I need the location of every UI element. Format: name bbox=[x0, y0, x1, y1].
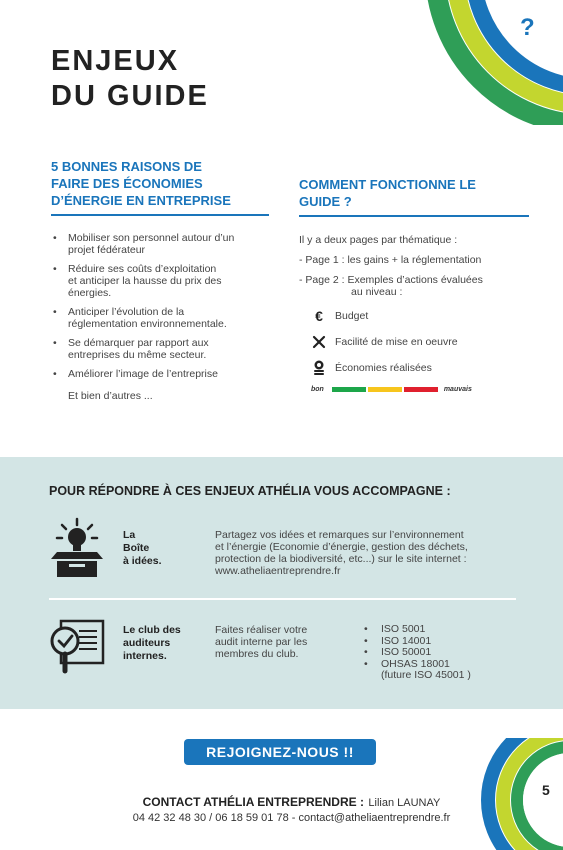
scale-bar-green bbox=[332, 387, 366, 392]
list-item: • Améliorer l’image de l’entreprise bbox=[51, 368, 269, 380]
support-band bbox=[0, 457, 563, 709]
join-button[interactable]: REJOIGNEZ-NOUS !! bbox=[184, 739, 376, 765]
question-mark-icon: ? bbox=[520, 14, 535, 41]
contact-title: CONTACT ATHÉLIA ENTREPRENDRE : bbox=[142, 795, 364, 809]
list-item: • Anticiper l’évolution de la réglementation environnementale. bbox=[51, 306, 269, 330]
how-page1: - Page 1 : les gains + la réglementation bbox=[299, 254, 482, 266]
reasons-etc: Et bien d’autres ... bbox=[68, 390, 153, 402]
list-item: • Réduire ses coûts d’exploitation et anticiper la hausse du prix des énergies. bbox=[51, 263, 269, 299]
club-description: Faites réaliser votre audit interne par les membres du club. bbox=[215, 624, 308, 660]
list-item: • OHSAS 18001 bbox=[364, 659, 471, 671]
idea-box-icon bbox=[49, 517, 105, 579]
idea-box-label: La Boîte à idées. bbox=[123, 529, 162, 567]
tools-icon bbox=[309, 334, 329, 350]
list-item: • ISO 5001 bbox=[364, 624, 471, 636]
website-link[interactable]: www.atheliaentreprendre.fr bbox=[215, 565, 341, 577]
how-page2: - Page 2 : Exemples d’actions évaluées au niveau : bbox=[299, 274, 483, 298]
page-title: ENJEUX DU GUIDE bbox=[51, 45, 209, 112]
support-title: POUR RÉPONDRE À CES ENJEUX ATHÉLIA VOUS ACCOMPAGNE : bbox=[49, 484, 451, 498]
idea-box-description: Partagez vos idées et remarques sur l’environnement et l’énergie (Economie d’énergie, gestion des déchets, protection de la biodiversité, etc...) sur le site internet : www.atheliaentreprendre.fr bbox=[215, 529, 515, 577]
iso-list bbox=[364, 624, 471, 682]
reasons-list bbox=[51, 232, 269, 380]
list-item-note: (future ISO 45001 ) bbox=[381, 669, 471, 681]
scale-bar-yellow bbox=[368, 387, 402, 392]
list-item: • Mobiliser son personnel autour d’un projet fédérateur bbox=[51, 232, 269, 256]
savings-icon bbox=[309, 360, 329, 376]
euro-icon: € bbox=[315, 308, 323, 324]
scale-bad-label: mauvais bbox=[443, 386, 472, 393]
list-item: • Se démarquer par rapport aux entreprises du même secteur. bbox=[51, 337, 269, 361]
legend-budget: € Budget bbox=[299, 308, 529, 324]
rating-scale bbox=[311, 386, 529, 393]
how-section bbox=[299, 176, 529, 393]
reasons-title: 5 BONNES RAISONS DE FAIRE DES ÉCONOMIES D’ÉNERGIE EN ENTREPRISE bbox=[51, 158, 269, 216]
club-label: Le club des auditeurs internes. bbox=[123, 624, 181, 662]
scale-bar-red bbox=[404, 387, 438, 392]
list-item: • ISO 50001 bbox=[364, 647, 471, 659]
contact-details[interactable]: 04 42 32 48 30 / 06 18 59 01 78 - contact@atheliaentreprendre.fr bbox=[132, 812, 451, 824]
how-title: COMMENT FONCTIONNE LE GUIDE ? bbox=[299, 176, 529, 217]
legend-savings: Économies réalisées bbox=[299, 360, 529, 376]
how-intro: Il y a deux pages par thématique : bbox=[299, 234, 458, 246]
list-item: • ISO 14001 bbox=[364, 636, 471, 648]
scale-good-label: bon bbox=[311, 386, 324, 393]
divider bbox=[49, 598, 516, 600]
decorative-arcs-bottom bbox=[478, 738, 563, 850]
page-number: 5 bbox=[542, 782, 550, 798]
reasons-section bbox=[51, 158, 269, 402]
contact-name: Lilian LAUNAY bbox=[368, 797, 441, 809]
audit-icon bbox=[49, 617, 105, 675]
legend-ease: Facilité de mise en oeuvre bbox=[299, 334, 529, 350]
